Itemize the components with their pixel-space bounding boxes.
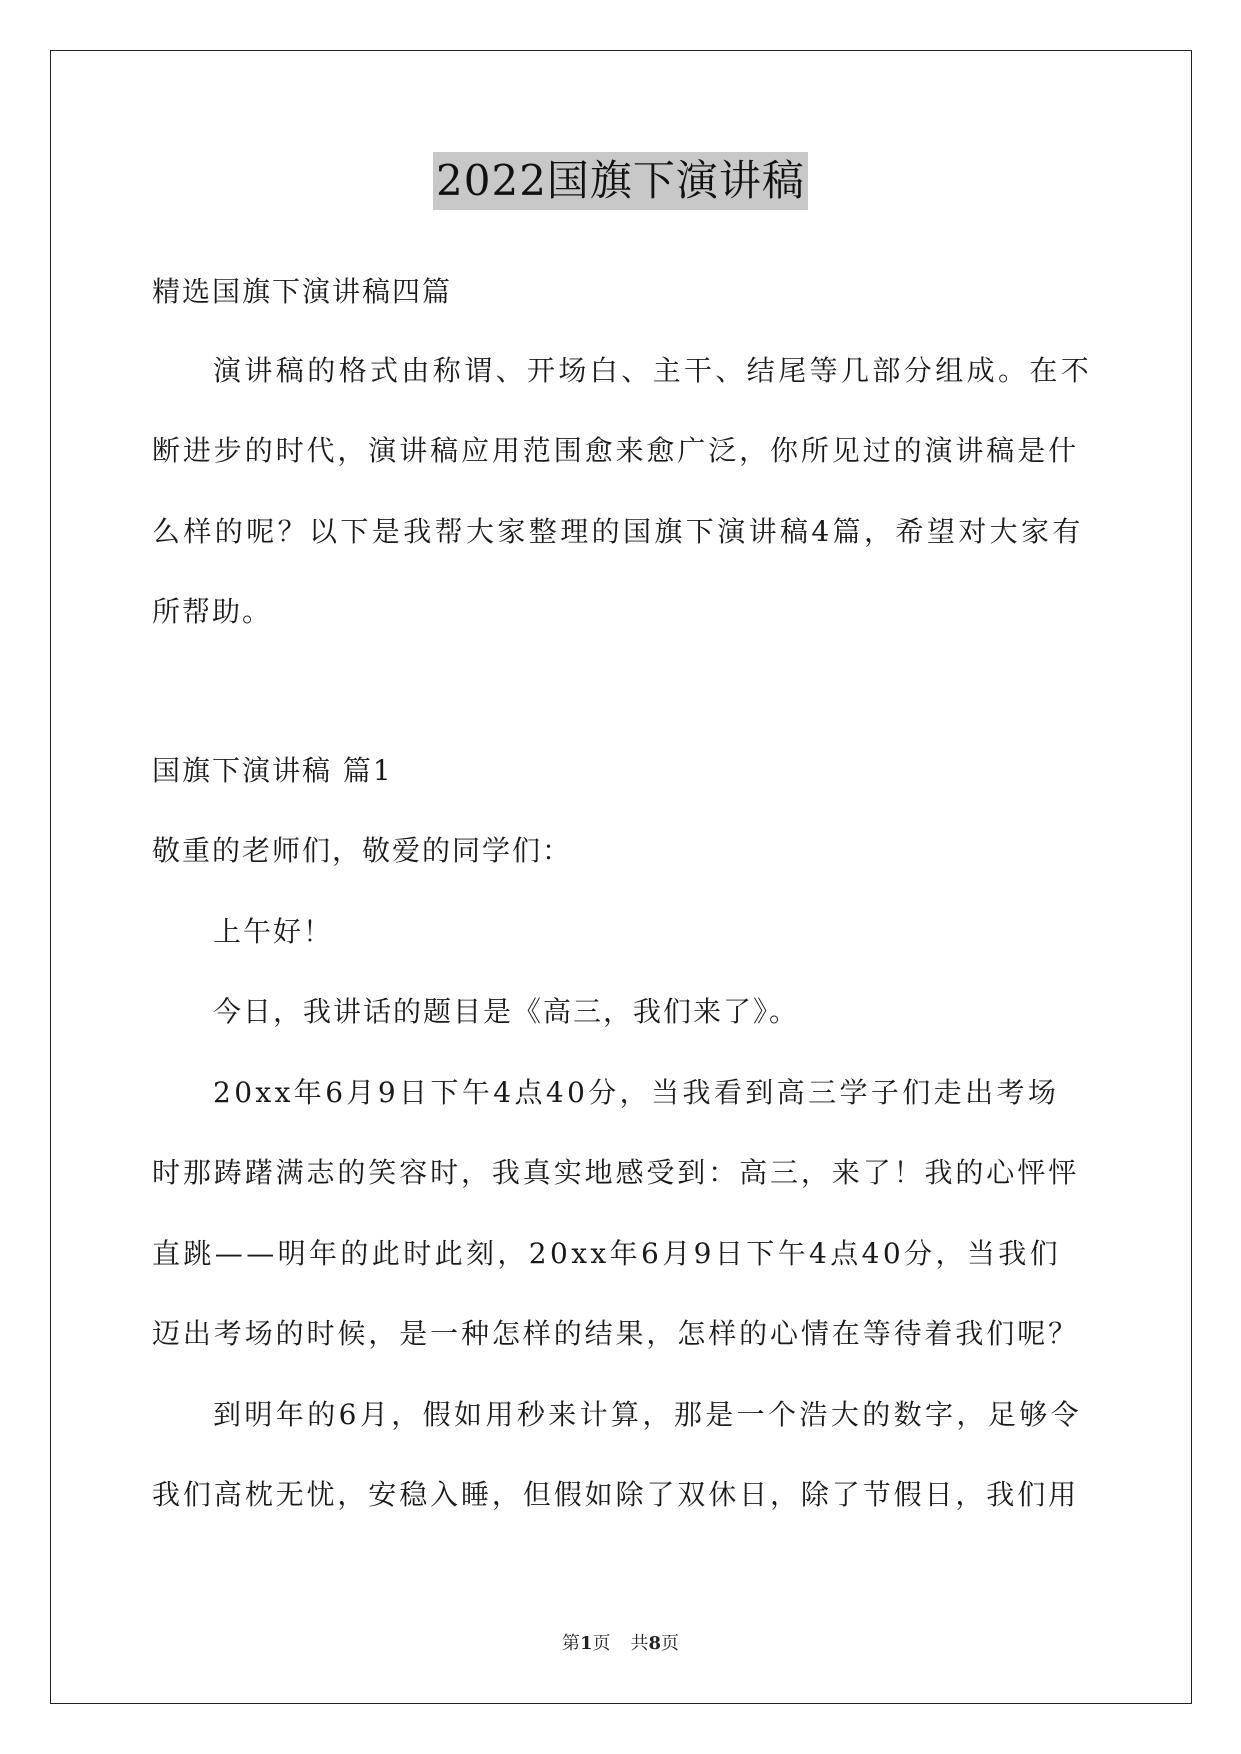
section-heading: 国旗下演讲稿 篇1 — [152, 754, 393, 787]
paragraph-line: 迈出考场的时候，是一种怎样的结果，怎样的心情在等待着我们呢？ — [152, 1317, 1080, 1350]
paragraph-line: 断进步的时代，演讲稿应用范围愈来愈广泛，你所见过的演讲稿是什 — [152, 434, 1080, 467]
document-title: 2022国旗下演讲稿 — [433, 152, 808, 210]
page-footer — [0, 1632, 1241, 1656]
footer-total-pages: 8 — [648, 1633, 662, 1654]
paragraph-line: 演讲稿的格式由称谓、开场白、主干、结尾等几部分组成。在不 — [213, 354, 1093, 387]
paragraph-line: 所帮助。 — [152, 595, 273, 628]
footer-current-page: 1 — [579, 1633, 593, 1654]
paragraph-line: 20xx年6月9日下午4点40分，当我看到高三学子们走出考场 — [213, 1076, 1060, 1109]
salutation-line: 敬重的老师们，敬爱的同学们： — [152, 834, 573, 867]
footer-total-prefix: 共 — [630, 1633, 649, 1654]
subtitle-line: 精选国旗下演讲稿四篇 — [152, 275, 453, 308]
greeting-line: 上午好！ — [213, 915, 334, 948]
paragraph-line: 今日，我讲话的题目是《高三，我们来了》。 — [213, 995, 800, 1028]
paragraph-line: 到明年的6月，假如用秒来计算，那是一个浩大的数字，足够令 — [213, 1398, 1083, 1431]
paragraph-line: 时那踌躇满志的笑容时，我真实地感受到：高三，来了！我的心怦怦 — [152, 1156, 1080, 1189]
paragraph-line: 直跳——明年的此时此刻，20xx年6月9日下午4点40分，当我们 — [152, 1237, 1062, 1270]
paragraph-line: 我们高枕无忧，安稳入睡，但假如除了双休日，除了节假日，我们用 — [152, 1478, 1080, 1511]
title-container — [0, 152, 1241, 210]
paragraph-line: 么样的呢？以下是我帮大家整理的国旗下演讲稿4篇，希望对大家有 — [152, 515, 1084, 548]
footer-total-suffix: 页 — [661, 1633, 680, 1654]
footer-prefix: 第 — [561, 1633, 580, 1654]
footer-page-suffix: 页 — [592, 1633, 611, 1654]
